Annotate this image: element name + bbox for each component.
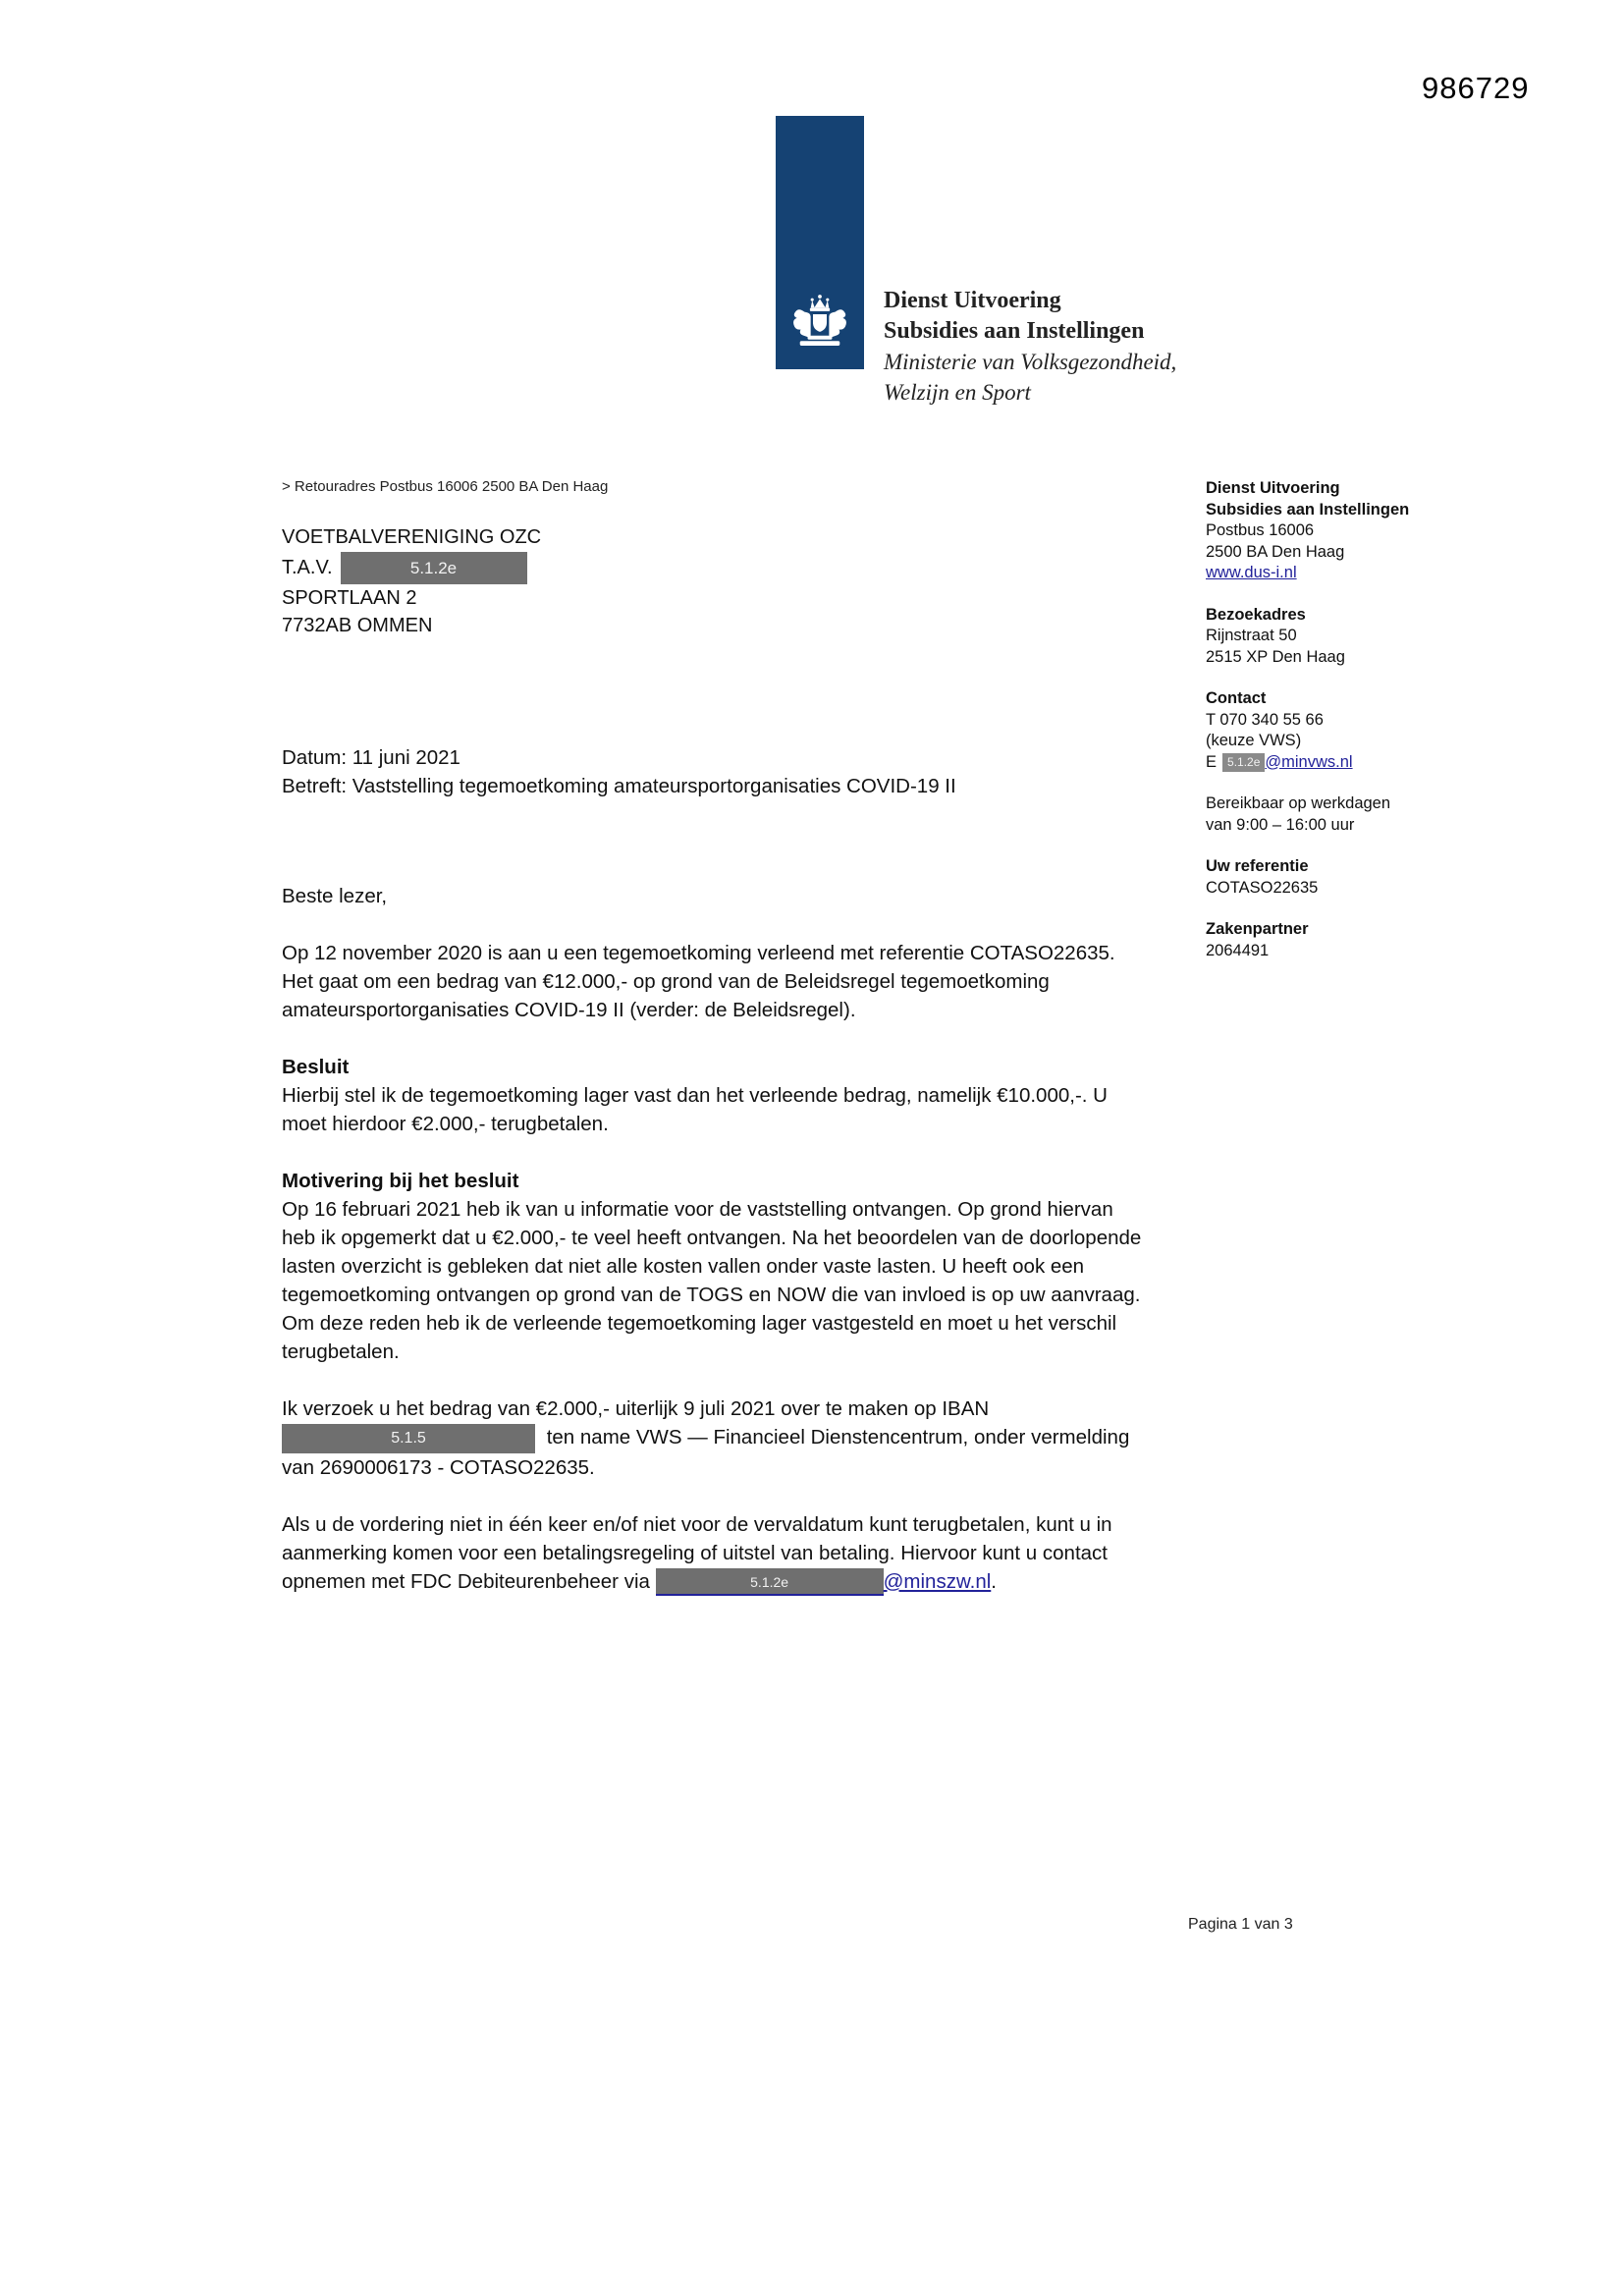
besluit-heading: Besluit xyxy=(282,1056,350,1078)
document-number: 986729 xyxy=(1422,71,1530,105)
recipient-tav-prefix: T.A.V. xyxy=(282,557,333,578)
sidebar-contact-block xyxy=(1206,688,1530,773)
logo-org-line1: Dienst Uitvoering xyxy=(884,288,1061,313)
logo-bar xyxy=(776,116,864,369)
availability-line1: Bereikbaar op werkdagen xyxy=(1206,794,1391,812)
referentie-heading: Uw referentie xyxy=(1206,857,1309,875)
contact-phone-note: (keuze VWS) xyxy=(1206,732,1302,749)
betreft-line: Betreft: Vaststelling tegemoetkoming amateursportorganisaties COVID-19 II xyxy=(282,775,956,797)
letter-meta xyxy=(282,743,956,800)
salutation: Beste lezer, xyxy=(282,885,388,907)
regeling-period: . xyxy=(991,1569,997,1593)
payment-text-post: ten name VWS — Financieel Dienstencentrum, onder vermelding van 2690006173 - COTASO22635. xyxy=(282,1426,1130,1479)
sidebar-org-line1: Dienst Uitvoering xyxy=(1206,479,1340,497)
sidebar-zakenpartner-block xyxy=(1206,919,1530,961)
sidebar-postcode: 2500 BA Den Haag xyxy=(1206,542,1345,561)
redaction-box-sidebar-email: 5.1.2e xyxy=(1222,753,1265,772)
recipient-address-block xyxy=(282,523,541,639)
minszw-email-link[interactable]: @minszw.nl xyxy=(883,1569,992,1593)
recipient-street: SPORTLAAN 2 xyxy=(282,587,417,609)
datum-line: Datum: 11 juni 2021 xyxy=(282,746,460,769)
bezoekadres-street: Rijnstraat 50 xyxy=(1206,627,1297,644)
motivering-paragraph: Op 16 februari 2021 heb ik van u informatie voor de vaststelling ontvangen. Op grond hiervan heb ik opgemerkt dat u €2.000,- te veel heeft ontvangen. Na het beoordelen van de doorlopende lasten overzicht is gebleken dat niet alle kosten vallen onder vaste lasten. U heeft ook een tegemoetkoming ontvangen op grond van de TOGS en NOW die van invloed is op uw aanvraag. Om deze reden heb ik de verleende tegemoetkoming lager vastgesteld en moet u het verschil terugbetalen. xyxy=(282,1198,1142,1363)
zakenpartner-value: 2064491 xyxy=(1206,941,1270,959)
logo-ministry-line1: Ministerie van Volksgezondheid, xyxy=(884,350,1177,374)
redaction-box-email: 5.1.2e xyxy=(656,1568,884,1596)
sidebar-bezoekadres-block xyxy=(1206,605,1530,669)
minvws-email-link[interactable]: @minvws.nl xyxy=(1265,752,1353,771)
sidebar-availability-block xyxy=(1206,793,1530,836)
sidebar-org-block xyxy=(1206,478,1530,584)
recipient-name: VOETBALVERENIGING OZC xyxy=(282,526,542,548)
availability-line2: van 9:00 – 16:00 uur xyxy=(1206,815,1355,834)
redaction-box-tav: 5.1.2e xyxy=(341,552,527,584)
email-prefix: E xyxy=(1206,752,1218,771)
retouradres-line: > Retouradres Postbus 16006 2500 BA Den Haag xyxy=(282,478,609,495)
logo-ministry-line2: Welzijn en Sport xyxy=(884,380,1031,405)
paragraph-intro: Op 12 november 2020 is aan u een tegemoetkoming verleend met referentie COTASO22635. Het gaat om een bedrag van €12.000,- op grond van de Beleidsregel tegemoetkoming amateursportorganisaties COVID-19 II (verder: de Beleidsregel). xyxy=(282,942,1115,1021)
recipient-city: 7732AB OMMEN xyxy=(282,615,433,636)
zakenpartner-heading: Zakenpartner xyxy=(1206,920,1309,938)
sidebar xyxy=(1206,478,1530,982)
sidebar-referentie-block xyxy=(1206,856,1530,899)
payment-paragraph xyxy=(282,1394,1148,1482)
redaction-box-iban: 5.1.5 xyxy=(282,1424,535,1453)
regeling-text: Als u de vordering niet in één keer en/of niet voor de vervaldatum kunt terugbetalen, kunt u in aanmerking komen voor een betalingsregeling of uitstel van betaling. Hiervoor kunt u contact opnemen met FDC Debiteurenbeheer via xyxy=(282,1512,1112,1593)
motivering-heading: Motivering bij het besluit xyxy=(282,1170,519,1192)
betalingsregeling-paragraph xyxy=(282,1510,1148,1597)
bezoekadres-postcode: 2515 XP Den Haag xyxy=(1206,647,1345,666)
logo-wordmark xyxy=(884,286,1176,408)
bezoekadres-heading: Bezoekadres xyxy=(1206,605,1306,624)
logo-org-line2: Subsidies aan Instellingen xyxy=(884,318,1145,344)
contact-phone: T 070 340 55 66 xyxy=(1206,710,1324,729)
page-indicator: Pagina 1 van 3 xyxy=(1188,1916,1293,1933)
recipient-tav-row xyxy=(282,551,541,584)
contact-heading: Contact xyxy=(1206,689,1267,707)
website-link[interactable]: www.dus-i.nl xyxy=(1206,564,1297,581)
referentie-value: COTASO22635 xyxy=(1206,878,1319,897)
sidebar-postbus: Postbus 16006 xyxy=(1206,521,1315,539)
coat-of-arms-icon xyxy=(782,293,858,363)
besluit-paragraph: Hierbij stel ik de tegemoetkoming lager vast dan het verleende bedrag, namelijk €10.000,-. U moet hierdoor €2.000,- terugbetalen. xyxy=(282,1084,1108,1135)
letter-body xyxy=(282,882,1148,1624)
sidebar-org-line2: Subsidies aan Instellingen xyxy=(1206,500,1410,519)
payment-text-pre: Ik verzoek u het bedrag van €2.000,- uiterlijk 9 juli 2021 over te maken op IBAN xyxy=(282,1397,990,1420)
contact-email-row xyxy=(1206,752,1530,774)
